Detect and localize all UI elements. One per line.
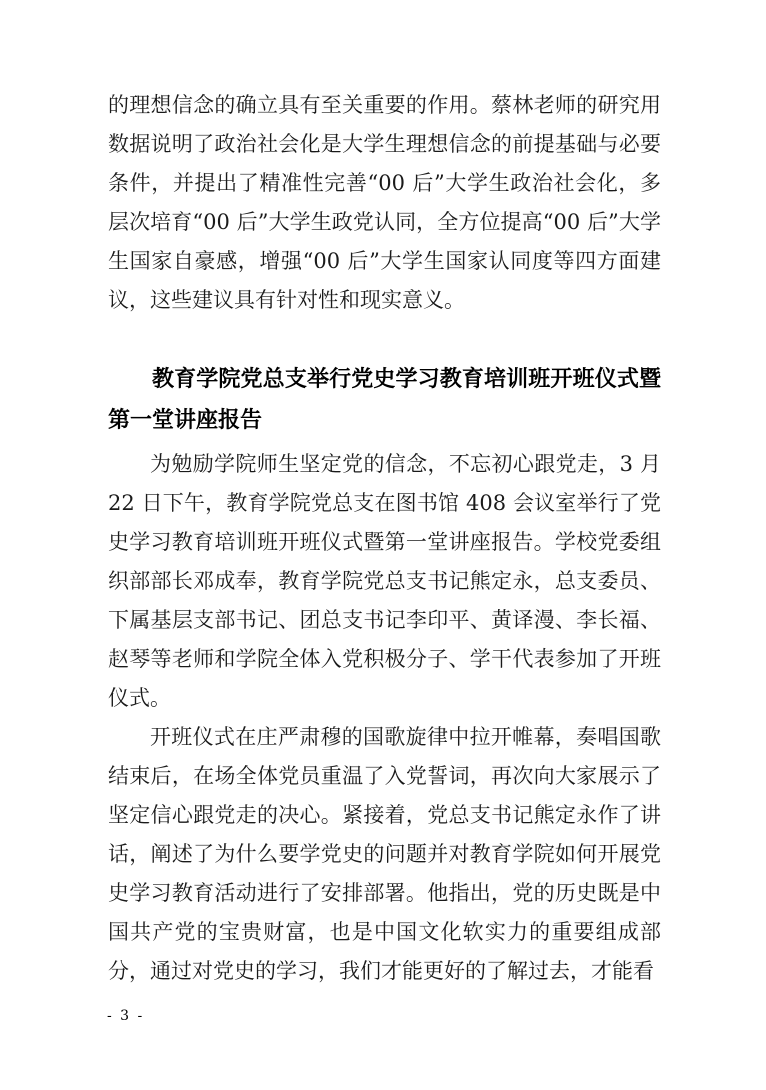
page-number: - 3 - bbox=[107, 1008, 145, 1024]
speech-paragraph: 开班仪式在庄严肃穆的国歌旋律中拉开帷幕，奏唱国歌结束后，在场全体党员重温了入党誓词，再次向大家展示了坚定信心跟党走的决心。紧接着，党总支书记熊定永作了讲话，阐述了为什么要学党史的问题并对教育学院如何开展党史学习教育活动进行了安排部署。他指出，党的历史既是中国共产党的宝贵财富，也是中国文化软实力的重要组成部分，通过对党史的学习，我们才能更好的了解过去，才能看 bbox=[108, 725, 661, 983]
document-body bbox=[108, 86, 661, 991]
section-heading: 教育学院党总支举行党史学习教育培训班开班仪式暨第一堂讲座报告 bbox=[108, 367, 661, 433]
intro-paragraph: 的理想信念的确立具有至关重要的作用。蔡林老师的研究用数据说明了政治社会化是大学生理想信念的前提基础与必要条件，并提出了精准性完善“00 后”大学生政治社会化，多层次培育“00 后”大学生政党认同，全方位提高“00 后”大学生国家自豪感，增强“00 后”大学生国家认同度等四方面建议，这些建议具有针对性和现实意义。 bbox=[108, 93, 661, 312]
ceremony-paragraph: 为勉励学院师生坚定党的信念，不忘初心跟党走，3 月 22 日下午，教育学院党总支在图书馆 408 会议室举行了党史学习教育培训班开班仪式暨第一堂讲座报告。学校党委组织部部长邓成奉，教育学院党总支书记熊定永，总支委员、下属基层支部书记、团总支书记李印平、黄译漫、李长福、赵琴等老师和学院全体入党积极分子、学干代表参加了开班仪式。 bbox=[108, 452, 661, 710]
